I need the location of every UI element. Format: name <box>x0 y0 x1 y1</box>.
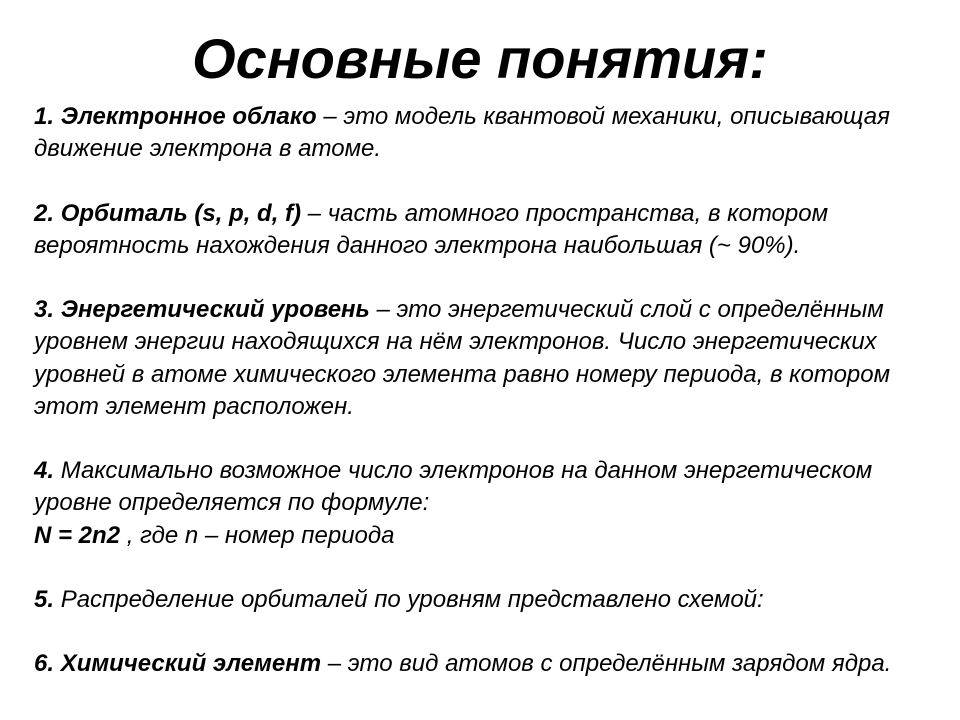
definition-text: Максимально возможное число электронов на данном энергетическом уровне определяется по формуле: <box>34 457 873 517</box>
formula: N = 2n2 <box>34 521 121 549</box>
definition-item-6 <box>34 648 944 680</box>
definition-item-1 <box>34 101 944 165</box>
item-number: 6. <box>34 650 55 678</box>
term-orbital: Орбиталь (s, p, d, f) <box>60 199 302 227</box>
term-electron-cloud: Электронное облако <box>60 103 317 130</box>
term-chemical-element: Химический элемент <box>60 650 322 678</box>
definition-text: – часть атомного пространства, в котором вероятность нахождения данного электрона наибольшая (~ 90%). <box>34 199 829 259</box>
item-number: 4. <box>34 457 55 485</box>
item-number: 1. <box>34 103 55 130</box>
definition-text: – это модель квантовой механики, описывающая движение электрона в атоме. <box>34 103 890 163</box>
definition-item-5 <box>34 584 944 616</box>
definition-text: – это энергетический слой с определённым уровнем энергии находящихся на нём электронов. Число энергетических уровней в атоме химического элемента равно номеру периода, в котором этот элемент расположен. <box>34 296 891 420</box>
item-number: 3. <box>34 296 55 324</box>
definition-item-2 <box>34 198 944 262</box>
item-number: 5. <box>34 585 55 613</box>
definitions-list <box>34 101 944 681</box>
definition-item-3 <box>34 294 944 423</box>
definition-item-4 <box>34 455 944 552</box>
definition-text: Распределение орбиталей по уровням представлено схемой: <box>60 585 764 613</box>
term-energy-level: Энергетический уровень <box>60 296 370 324</box>
formula-note: , где n – номер периода <box>120 521 395 549</box>
slide-title: Основные понятия: <box>192 27 768 90</box>
item-number: 2. <box>34 199 55 227</box>
definition-text: – это вид атомов с определённым зарядом ядра. <box>321 650 892 678</box>
